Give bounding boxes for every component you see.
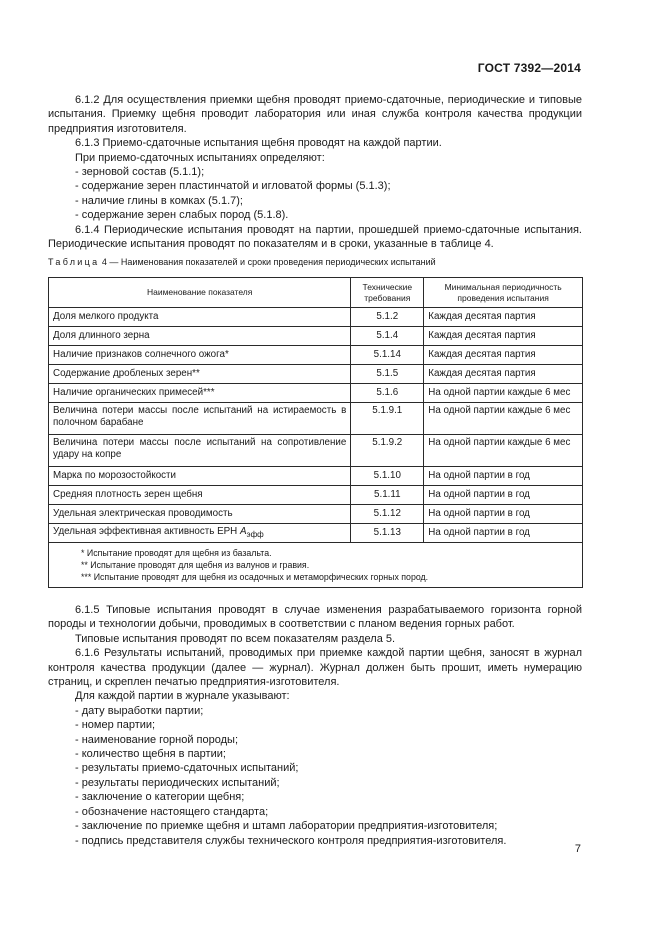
activity-symbol: A xyxy=(239,525,247,537)
table-row xyxy=(49,327,583,346)
cell-name: Средняя плотность зерен щебня xyxy=(49,486,351,505)
list-item: - наименование горной породы; xyxy=(75,733,239,746)
cell-requirement: 5.1.14 xyxy=(351,346,424,365)
table-row xyxy=(49,505,583,524)
cell-requirement: 5.1.10 xyxy=(351,467,424,486)
cell-periodicity: Каждая десятая партия xyxy=(424,346,583,365)
table-row xyxy=(49,435,583,467)
list-item: - содержание зерен слабых пород (5.1.8). xyxy=(75,209,289,222)
table-notes xyxy=(49,543,583,588)
top-text-block xyxy=(48,93,582,251)
cell-periodicity: Каждая десятая партия xyxy=(424,327,583,346)
paragraph-6-1-5-cont: Типовые испытания проводят по всем показателям раздела 5. xyxy=(75,632,396,645)
list-item: - номер партии; xyxy=(75,719,156,732)
paragraph-6-1-2: 6.1.2 Для осуществления приемки щебня проводят приемо-сдаточные, периодические и типовые испытания. Приемку щебня проводит лаборатория или иная служба контроля качества продукции предприятия изготовителя. xyxy=(48,94,582,135)
page-number: 7 xyxy=(574,843,581,855)
list-item: - наличие глины в комках (5.1.7); xyxy=(75,194,243,207)
bottom-text-block xyxy=(48,603,582,848)
list-item: - заключение по приемке щебня и штамп лаборатории предприятия-изготовителя; xyxy=(75,820,498,833)
list-item: - результаты периодических испытаний; xyxy=(75,776,280,789)
cell-name: Марка по морозостойкости xyxy=(49,467,351,486)
list-item: - содержание зерен пластинчатой и игловатой формы (5.1.3); xyxy=(75,180,391,193)
table-caption xyxy=(48,257,436,267)
cell-name: Удельная электрическая проводимость xyxy=(49,505,351,524)
cell-requirement: 5.1.11 xyxy=(351,486,424,505)
cell-name: Доля длинного зерна xyxy=(49,327,351,346)
cell-requirement: 5.1.9.2 xyxy=(351,435,424,467)
cell-periodicity: На одной партии в год xyxy=(424,505,583,524)
table-row xyxy=(49,524,583,543)
paragraph-6-1-4: 6.1.4 Периодические испытания проводят на партии, прошедшей приемо-сдаточные испытания. Периодические испытания проводят по показателям и в сроки, указанные в таблице 4. xyxy=(48,223,582,251)
cell-periodicity: На одной партии в год xyxy=(424,524,583,543)
cell-name: Наличие органических примесей*** xyxy=(49,384,351,403)
table-row xyxy=(49,346,583,365)
table-notes-row xyxy=(49,543,583,588)
table-row xyxy=(49,486,583,505)
cell-name: Наличие признаков солнечного ожога* xyxy=(49,346,351,365)
table-note: ** Испытание проводят для щебня из валунов и гравия. xyxy=(81,560,310,570)
list-item: - количество щебня в партии; xyxy=(75,748,226,761)
list-item: - результаты приемо-сдаточных испытаний; xyxy=(75,762,299,775)
table-note: *** Испытание проводят для щебня из осадочных и метаморфических горных пород. xyxy=(81,572,429,582)
cell-requirement: 5.1.9.1 xyxy=(351,403,424,435)
activity-subscript: эфф xyxy=(246,529,264,539)
cell-periodicity: На одной партии в год xyxy=(424,486,583,505)
cell-name: Содержание дробленых зерен** xyxy=(49,365,351,384)
cell-periodicity: На одной партии каждые 6 мес xyxy=(424,384,583,403)
list-item: - зерновой состав (5.1.1); xyxy=(75,166,205,179)
cell-periodicity: На одной партии каждые 6 мес xyxy=(424,403,583,435)
table-note: * Испытание проводят для щебня из базальта. xyxy=(81,548,272,558)
cell-requirement: 5.1.12 xyxy=(351,505,424,524)
cell-requirement: 5.1.5 xyxy=(351,365,424,384)
column-header-periodicity: Минимальная периодичность проведения испытания xyxy=(424,278,583,308)
cell-name: Величина потери массы после испытаний на сопротивление удару на копре xyxy=(49,435,351,467)
paragraph-6-1-3: 6.1.3 Приемо-сдаточные испытания щебня проводят на каждой партии. xyxy=(75,137,442,150)
paragraph-6-1-6-intro: Для каждой партии в журнале указывают: xyxy=(75,690,290,703)
cell-requirement: 5.1.4 xyxy=(351,327,424,346)
paragraph-6-1-6: 6.1.6 Результаты испытаний, проводимых при приемке каждой партии щебня, заносят в журнал контроля качества продукции (далее — журнал). Журнал должен быть прошит, иметь нумерацию страниц, и скреплен печатью предприятия-изготовителя. xyxy=(48,647,582,689)
list-item: - подпись представителя службы технического контроля предприятия-изготовителя. xyxy=(75,834,507,847)
paragraph-6-1-5: 6.1.5 Типовые испытания проводят в случае изменения разрабатываемого горизонта горной породы и технологии добычи, проводимых в соответствии с планом ведения горных работ. xyxy=(48,604,582,631)
cell-periodicity: На одной партии в год xyxy=(424,467,583,486)
column-header-requirements: Технические требования xyxy=(351,278,424,308)
cell-name: Доля мелкого продукта xyxy=(49,308,351,327)
periodic-tests-table xyxy=(48,277,583,588)
table-row xyxy=(49,384,583,403)
table-row xyxy=(49,365,583,384)
cell-requirement: 5.1.13 xyxy=(351,524,424,543)
cell-requirement: 5.1.2 xyxy=(351,308,424,327)
table-row xyxy=(49,308,583,327)
cell-periodicity: На одной партии каждые 6 мес xyxy=(424,435,583,467)
table-row xyxy=(49,403,583,435)
cell-name-text: Удельная эффективная активность ЕРН xyxy=(53,525,240,537)
paragraph-6-1-3-intro: При приемо-сдаточных испытаниях определяют: xyxy=(75,151,325,164)
document-header: ГОСТ 7392—2014 xyxy=(477,61,581,75)
cell-periodicity: Каждая десятая партия xyxy=(424,308,583,327)
cell-name: Величина потери массы после испытаний на истираемость в полочном барабане xyxy=(49,403,351,435)
column-header-name: Наименование показателя xyxy=(49,278,351,308)
table-row xyxy=(49,467,583,486)
list-item: - дату выработки партии; xyxy=(75,704,204,717)
cell-name xyxy=(49,524,351,543)
table-caption-prefix: Таблица xyxy=(48,257,100,267)
cell-periodicity: Каждая десятая партия xyxy=(424,365,583,384)
table-caption-text: 4 — Наименования показателей и сроки проведения периодических испытаний xyxy=(101,257,436,267)
cell-requirement: 5.1.6 xyxy=(351,384,424,403)
list-item: - обозначение настоящего стандарта; xyxy=(75,805,269,818)
list-item: - заключение о категории щебня; xyxy=(75,791,245,804)
